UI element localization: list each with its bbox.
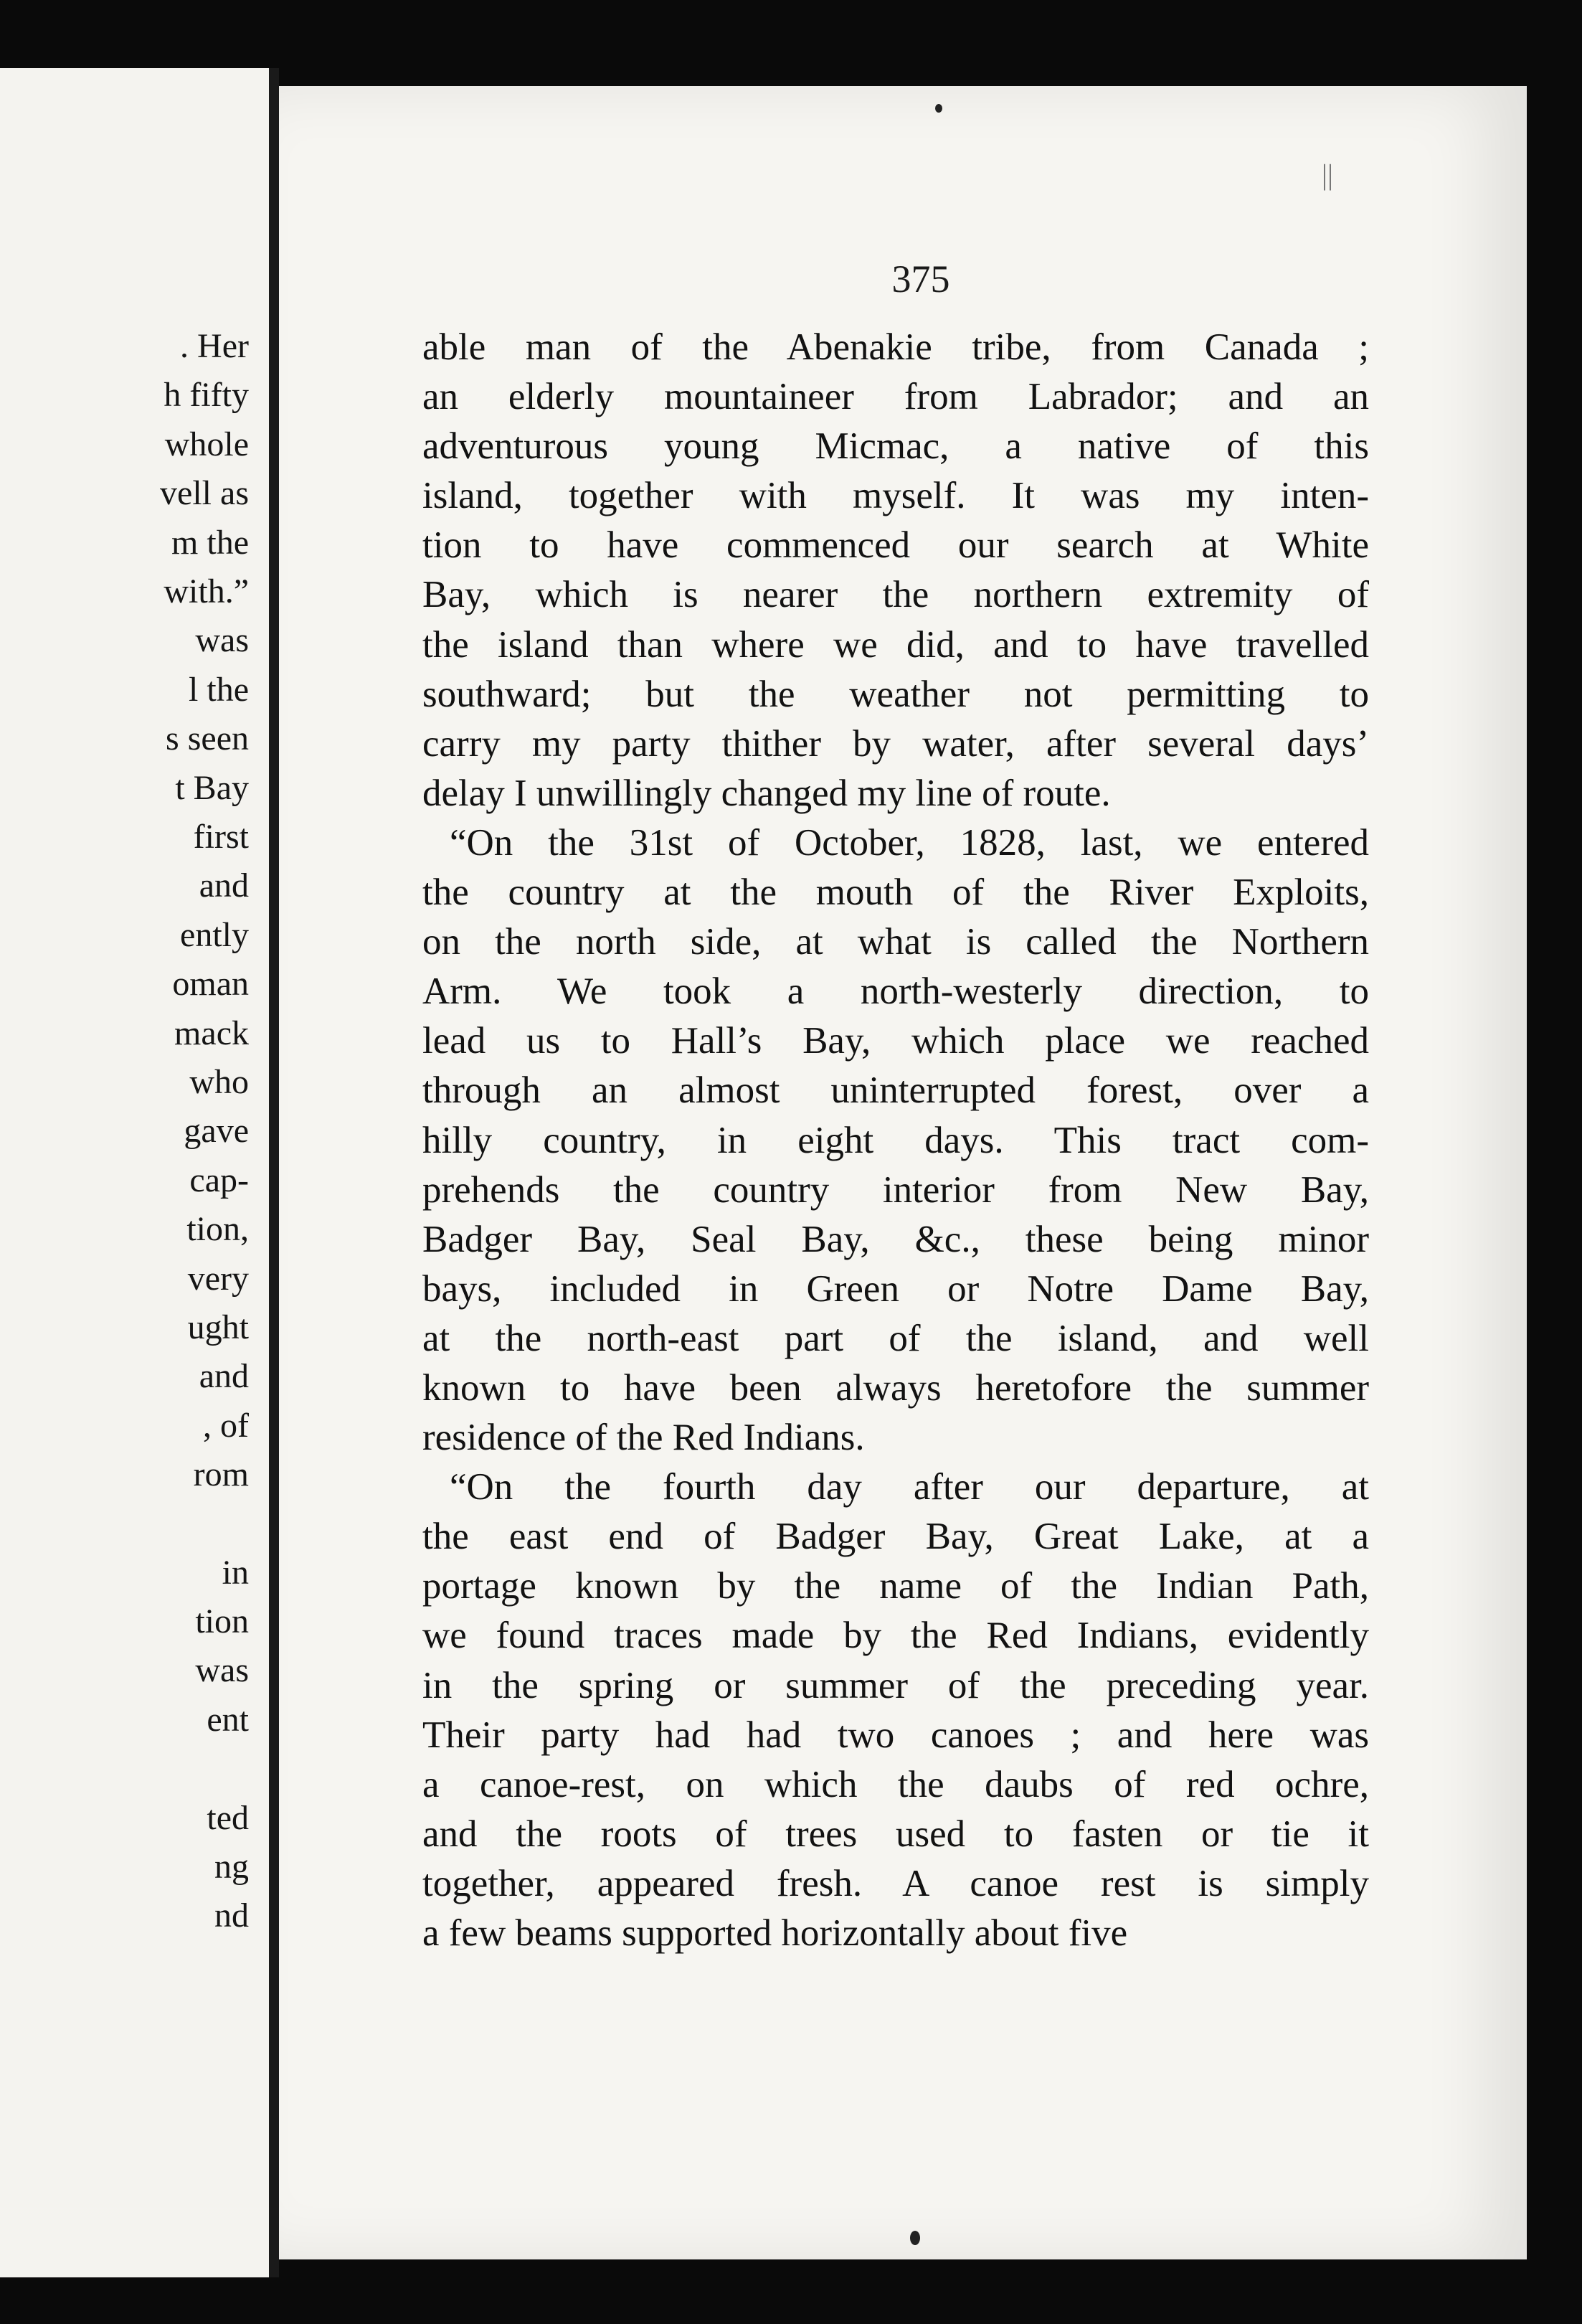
left-page-fragment: s seen xyxy=(166,719,249,757)
left-page-fragment: nd xyxy=(214,1896,249,1935)
left-page-fragment: very xyxy=(187,1260,249,1298)
left-page-fragment: with.” xyxy=(164,572,249,610)
left-page-fragment: whole xyxy=(164,425,249,463)
left-page-fragment: was xyxy=(195,1651,249,1689)
text-line: able man of the Abenakie tribe, from Canada ; xyxy=(422,326,1369,368)
text-line: “On the 31st of October, 1828, last, we entered xyxy=(450,821,1369,864)
text-line: “On the fourth day after our departure, at xyxy=(450,1466,1369,1508)
body-text xyxy=(422,323,1369,1958)
text-line: on the north side, at what is called the Northern xyxy=(422,921,1369,963)
text-line: bays, included in Green or Notre Dame Bay, xyxy=(422,1267,1369,1310)
text-line: carry my party thither by water, after several days’ xyxy=(422,722,1369,765)
text-line: adventurous young Micmac, a native of this xyxy=(422,425,1369,468)
book-gutter xyxy=(269,68,279,2277)
left-page-edge xyxy=(0,68,269,2277)
left-page-fragment: vell as xyxy=(160,474,249,512)
text-line: a few beams supported horizontally about five xyxy=(422,1912,1128,1954)
left-page-fragment: , of xyxy=(203,1407,249,1445)
left-page-fragment: ted xyxy=(207,1799,249,1837)
text-line: the island than where we did, and to have travelled xyxy=(422,623,1369,666)
left-page-fragment: oman xyxy=(172,965,249,1003)
left-page-fragment: cap- xyxy=(189,1161,249,1199)
left-page-fragment: who xyxy=(189,1063,249,1101)
text-line: we found traces made by the Red Indians, evidently xyxy=(422,1615,1369,1657)
text-line: a canoe-rest, on which the daubs of red ochre, xyxy=(422,1763,1369,1805)
text-line: delay I unwillingly changed my line of route. xyxy=(422,772,1111,814)
page-number: 375 xyxy=(891,258,950,301)
text-line: together, appeared fresh. A canoe rest is simply xyxy=(422,1862,1369,1904)
left-page-fragment: and xyxy=(199,1357,249,1395)
text-line: and the roots of trees used to fasten or tie it xyxy=(422,1813,1369,1855)
text-line: lead us to Hall’s Bay, which place we reached xyxy=(422,1020,1369,1062)
left-page-fragment: in xyxy=(222,1554,249,1592)
left-page-fragment: ent xyxy=(207,1701,249,1739)
margin-mark: || xyxy=(1321,159,1333,191)
left-page-fragment: . Her xyxy=(180,327,249,365)
left-page-fragment: first xyxy=(193,818,249,856)
left-page-fragment: h fifty xyxy=(164,376,249,414)
right-page xyxy=(279,86,1527,2259)
left-page-fragment: was xyxy=(195,621,249,659)
text-line: Their party had had two canoes ; and here was xyxy=(422,1714,1369,1756)
left-page-fragment: t Bay xyxy=(175,769,249,807)
text-line: at the north-east part of the island, and well xyxy=(422,1317,1369,1359)
left-page-fragment: ng xyxy=(214,1848,249,1886)
text-line: known to have been always heretofore the summer xyxy=(422,1366,1369,1409)
text-line: the country at the mouth of the River Exploits, xyxy=(422,872,1369,914)
text-line: the east end of Badger Bay, Great Lake, at a xyxy=(422,1516,1369,1558)
left-page-fragment: tion, xyxy=(186,1210,249,1248)
text-line: portage known by the name of the Indian Path, xyxy=(422,1565,1369,1607)
left-page-fragment: tion xyxy=(195,1602,249,1640)
left-page-fragment: gave xyxy=(184,1112,249,1150)
text-line: southward; but the weather not permitting to xyxy=(422,673,1369,715)
left-page-fragment: ently xyxy=(180,916,249,954)
ink-speck xyxy=(910,2231,920,2245)
left-page-fragment: and xyxy=(199,866,249,904)
text-line: island, together with myself. It was my inten- xyxy=(422,475,1369,517)
text-line: Arm. We took a north-westerly direction, to xyxy=(422,970,1369,1013)
text-line: residence of the Red Indians. xyxy=(422,1417,865,1459)
left-page-fragment: m the xyxy=(171,524,249,562)
text-line: Bay, which is nearer the northern extremity of xyxy=(422,574,1369,616)
left-page-fragment: ught xyxy=(187,1308,249,1346)
left-page-fragment: mack xyxy=(174,1014,249,1052)
text-line: hilly country, in eight days. This tract com- xyxy=(422,1119,1369,1161)
text-line: in the spring or summer of the preceding year. xyxy=(422,1664,1369,1706)
text-line: Badger Bay, Seal Bay, &c., these being minor xyxy=(422,1218,1369,1260)
ink-speck xyxy=(935,104,942,113)
text-line: tion to have commenced our search at White xyxy=(422,524,1369,567)
left-page-fragment: l the xyxy=(189,671,249,709)
left-page-fragment: rom xyxy=(193,1455,249,1493)
text-line: prehends the country interior from New Bay, xyxy=(422,1168,1369,1211)
text-line: an elderly mountaineer from Labrador; and an xyxy=(422,376,1369,418)
text-line: through an almost uninterrupted forest, over a xyxy=(422,1069,1369,1112)
